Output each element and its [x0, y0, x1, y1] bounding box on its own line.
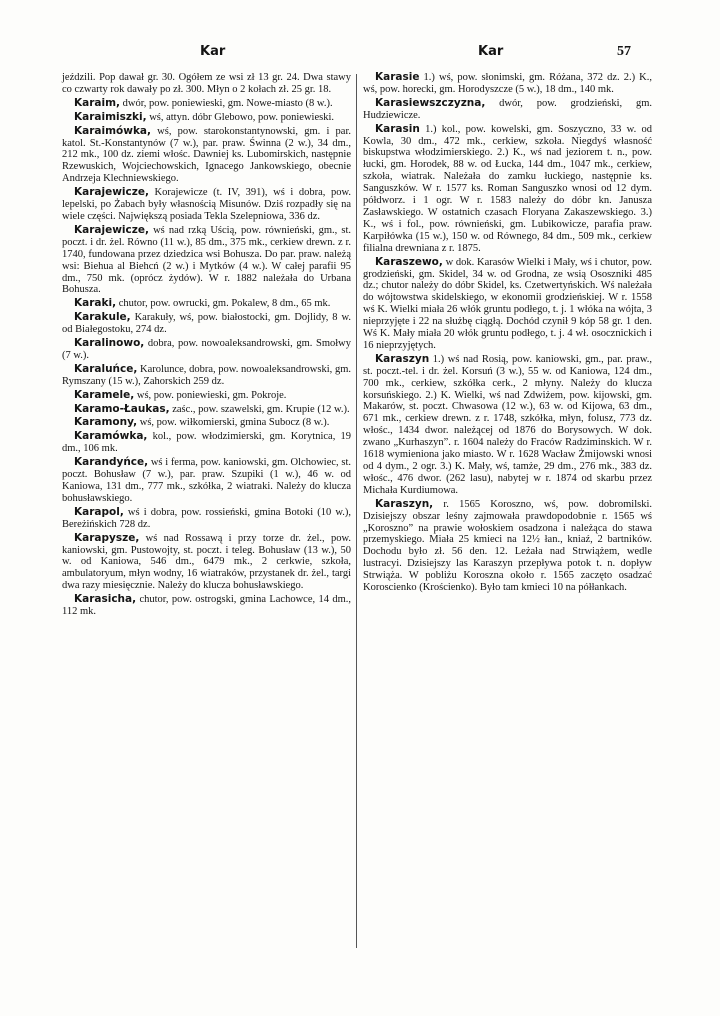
entry: Karaimiszki, wś, attyn. dóbr Glebowo, pow. poniewieski. [74, 110, 334, 123]
left-column [62, 72, 351, 620]
entry: Karaluńce, Karolunce, dobra, pow. nowoaleksandrowski, gm. Rymszany (15 w.), Zahorskich 259 dz. [62, 362, 351, 387]
entry: Karasie 1.) wś, pow. słonimski, gm. Różana, 372 dz. 2.) K., wś, pow. horecki, gm. Horodyszcze (5 w.), 18 dm., 140 mk. [363, 71, 652, 95]
entry: Karandyńce, wś i ferma, pow. kaniowski, gm. Olchowiec, st. poczt. Bohusław (7 w.), par. praw. Szupiki (1 w.), 46 w. od Kaniowa, 131 dm., 777 mk., szkółka, 2 wiatraki. Należy do klucza bohusławskiego. [62, 456, 351, 504]
entry: Karasiewszczyzna, dwór, pow. grodzieński, gm. Hudziewicze. [363, 96, 652, 121]
page-number: 57 [617, 44, 631, 59]
entry: Karapysze, wś nad Rossawą i przy torze dr. żel., pow. kaniowski, gm. Pustowojty, st. poczt. i teleg. Bohusław (13 w.), 50 w. od Kaniowa, 546 dm., 6479 mk., 2 cerkwie, szkoła, ambulatoryum, młyn wodny, 16 wiatraków, przystanek dr. żel., targi dwa razy miesięcznie. Należy do klucza bohusławskiego. [62, 531, 351, 592]
entry: Karajewicze, wś nad rzką Uścią, pow. równieński, gm., st. poczt. i dr. żel. Równo (11 w.), 85 dm., 375 mk., cerkiew drewn. z r. 1740, fundowana przez dziedzica wsi Bohusza. Do par. praw. należą wsi: Biehua al Biehcń (2 w.) i Mytków (4 w.). W całej parafii 95 dm., 750 mk. (oprócz żydów). W r. 1882 należała do Urbana Bohusza. [62, 223, 351, 296]
entry: Karakule, Karakuły, wś, pow. białostocki, gm. Dojlidy, 8 w. od Białegostoku, 274 dz. [62, 311, 351, 336]
entry: Karamele, wś, pow. poniewieski, gm. Pokroje. [74, 388, 287, 401]
entry: Karajewicze, Korajewicze (t. IV, 391), wś i dobra, pow. lepelski, po Żabach były własnością Misunów. Dziś rozpadły się na wiele części. Największą posiada Tekla Szelepniowa, 336 dz. [62, 186, 351, 222]
entry: Karamony, wś, pow. wiłkomierski, gmina Subocz (8 w.). [74, 416, 330, 429]
entry: Karasin 1.) kol., pow. kowelski, gm. Soszyczno, 33 w. od Kowla, 30 dm., 472 mk., cerkiew, szkoła. Niegdyś własność biskupstwa włodzimierskiego. 2.) K., wś nad jeziorem t. n., pow. łucki, gm. Horodek, 88 w. od Łucka, 144 dm., 1047 mk., cerkiew, szkoła, wiatrak. Należała do zamku łuckiego, następnie ks. Sanguszków. W r. 1577 ks. Roman Sanguszko wnosi od 12 dym. półdworz. i 1 ogr. W r. 1583 należy do dóbr kn. Janusza Zasławskiego. W ostatnich czasach Floryana Zakaszewskiego. 3.) K., wś i fol., pow. równieński, gm. Lubikowicze, parafia praw. Karpiłówka (15 w.), 150 w. od Równego, 84 dm., 509 mk., cerkiew filialna drewniana z r. 1875. [363, 122, 652, 254]
running-head-left: Kar [200, 44, 226, 59]
right-column [363, 72, 652, 596]
entry: Karamo-Łaukas, zaśc., pow. szawelski, gm. Krupie (12 w.). [74, 402, 350, 415]
entry: Karaszyn 1.) wś nad Rosią, pow. kaniowski, gm., par. praw., st. poczt.-tel. i dr. żel. Korsuń (3 w.), 55 w. od Kaniowa, 124 dm., 700 mk., cerkiew, szkółka cerk., 2 młyny. Należy do klucza korsuńskiego. 2.) K. Wielki, wś nad Zdwiżem, pow. kijowski, gm. Makarów, st. poczt. Chwasowa (12 w.), 63 w. od Kijowa, 63 dm., 671 mk., cerkiew drewn. z r. 1748, szkółka, młyn, folusz, 773 dz. włośc., 1434 dwor. należącej od 1876 do Borysowych. W dok. zwano „Kurhaszyn”. r. 1604 należy do Fraców Radziminskich. W r. 1618 wymieniona jako miasto. W r. 1628 Wacław Żmijowski wnosi od 4 dym., 2 ogr. 3.) K. Mały, wś, tamże, 29 dm., 276 mk., 383 dz. włośc., 476 dwor. (262 lasu), nabytej w r. 1874 od skarbu przez Michała Kurdiumowa. [363, 352, 652, 496]
entry: Karasicha, chutor, pow. ostrogski, gmina Lachowce, 14 dm., 112 mk. [62, 593, 351, 618]
entry: Karaki, chutor, pow. owrucki, gm. Pokalew, 8 dm., 65 mk. [74, 297, 331, 310]
entry: jeździli. Pop dawał gr. 30. Ogółem ze wsi zł 13 gr. 24. Dwa stawy co czwarty rok dawały po zł. 300. Młyn o 2 kołach zł. 25 gr. 18. [62, 72, 351, 95]
entry: Karaszewo, w dok. Karasów Wielki i Mały, wś i chutor, pow. grodzieński, gm. Skidel, 34 w. od Grodna, ze wsią Ososzniki 485 dz.; chutor należy do dóbr Skidel, ks. Czetwertyńskich. Wś należała do wójtowstwa skidelskiego, w ekonomii grodzieńskiej. W r. 1558 wś K. Wielki miała 26 włók gruntu podłego, t. j. 1 włóka na wójta, 3 nieprzyjęte i 22 na służbę ciągłą. Dochód czynił 9 kóp 58 gr. 1 den. Wś K. Mały miała 20 włók gruntu podłego, t. j. 4 wł. osocznickich i 16 nieprzyjętych. [363, 255, 652, 351]
running-head-right: Kar [478, 44, 504, 59]
entry: Karaimówka, wś, pow. starokonstantynowski, gm. i par. katol. St.-Konstantynów (7 w.), par. praw. Świnna (2 w.), 34 dm., 212 mk., 100 dz. ziemi włośc. Dawniej ks. Lubomirskich, następnie Rzewuskich, Wojciechowskich, Ignacego Jankowskiego, obecnie Andrzeja Klechniewskiego. [62, 124, 351, 185]
column-divider [356, 74, 357, 948]
entry: Karaszyn, r. 1565 Koroszno, wś, pow. dobromilski. Dzisiejszy obszar leśny zajmowała prawdopodobnie r. 1565 wś „Koroszno” na prawie wołoskiem osadzona i należąca do stawa przemyskiego. Miała 25 kmieci na 12½ łan., kniaź, 2 bartników. Dochodu było zł. 56 den. 12. Leżała nad Strwiążem, wedle lustracyi. Dzisiejszy las Karaszyn przepływa potok t. n. dopływ Strwiąża. W pobliżu Koroszna około r. 1565 zaczęto osadzać Koroscienko (Krościenko). Było tam kmieci 10 na półłankach. [363, 497, 652, 594]
page-header [0, 44, 720, 64]
entry: Karapol, wś i dobra, pow. rossieński, gmina Botoki (10 w.), Bereżińskich 728 dz. [62, 505, 351, 530]
entry: Karalinowo, dobra, pow. nowoaleksandrowski, gm. Smołwy (7 w.). [62, 337, 351, 361]
entry: Karaim, dwór, pow. poniewieski, gm. Nowe-miasto (8 w.). [74, 96, 333, 109]
entry: Karamówka, kol., pow. włodzimierski, gm. Korytnica, 19 dm., 106 mk. [62, 430, 351, 455]
